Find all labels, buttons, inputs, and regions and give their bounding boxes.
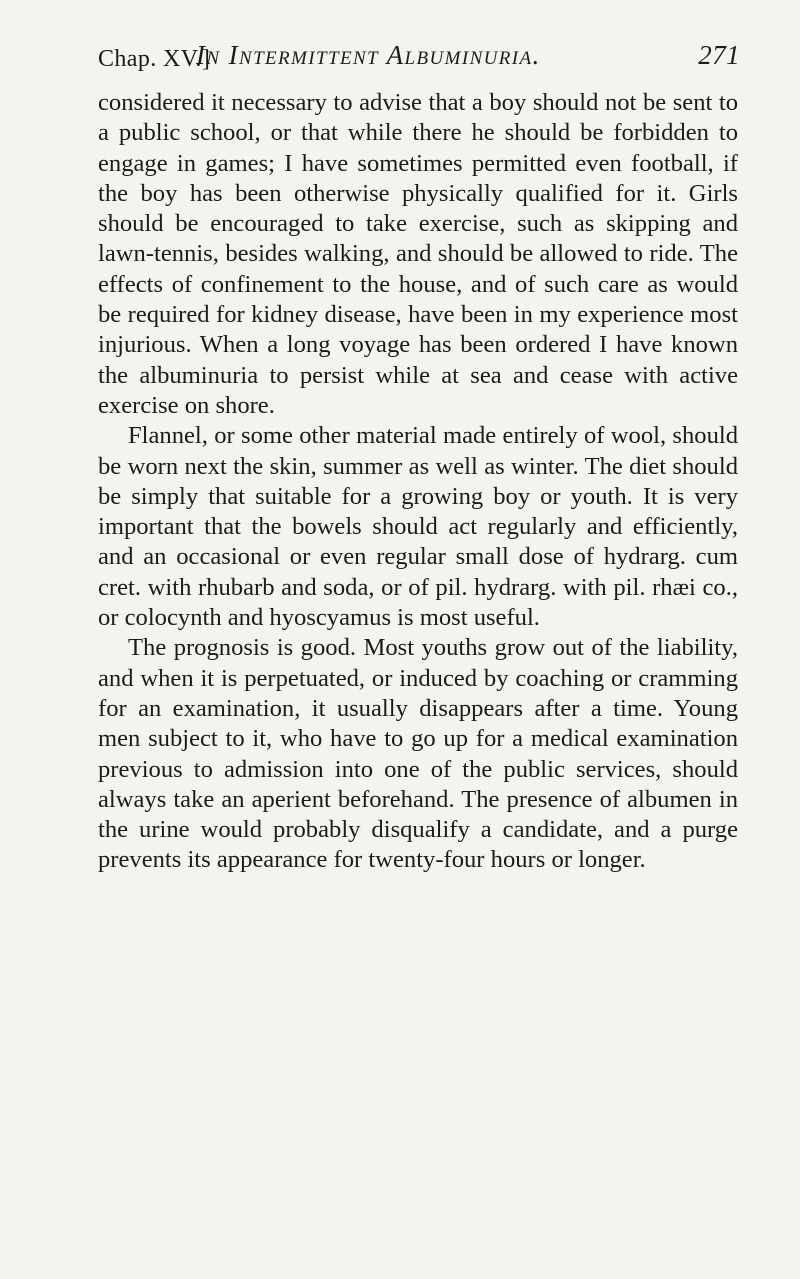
paragraph-clothing-diet: Flannel, or some other material made entirely of wool, should be worn next the skin, summer as well as winter. The diet should be simply that suitable for a growing boy or youth. It is very important that the bowels should act regularly and efficiently, and an occasional or even regular small dose of hydrarg. cum cret. with rhubarb and soda, or of pil. hydrarg. with pil. rhæi co., or colocynth and hyoscyamus is most useful.	[98, 422, 738, 632]
page-number: 271	[698, 40, 740, 70]
paragraph-continued: considered it necessary to advise that a boy should not be sent to a public school, or that while there he should be forbidden to engage in games; I have sometimes permitted even football, if the boy has been otherwise physically qualified for it. Girls should be encouraged to take exercise, such as skipping and lawn-tennis, besides walking, and should be allowed to ride. The effects of confinement to the house, and of such care as would be required for kidney disease, have been in my experience most injurious. When a long voyage has been ordered I have known the albuminuria to persist while at sea and cease with active exercise on shore.	[98, 89, 738, 419]
body-text	[98, 88, 738, 876]
paragraph-prognosis: The prognosis is good. Most youths grow out of the liability, and when it is perpetuated, or induced by coaching or cramming for an examination, it usually disappears after a time. Young men subject to it, who have to go up for a medical examination previous to admission into one of the public services, should always take an aperient beforehand. The presence of albumen in the urine would probably disqualify a candidate, and a purge prevents its appearance for twenty-four hours or longer.	[98, 634, 738, 874]
running-header	[98, 40, 740, 80]
running-title: In Intermittent Albuminuria.	[196, 40, 541, 70]
chapter-label: Chap. XV.]	[98, 46, 211, 72]
